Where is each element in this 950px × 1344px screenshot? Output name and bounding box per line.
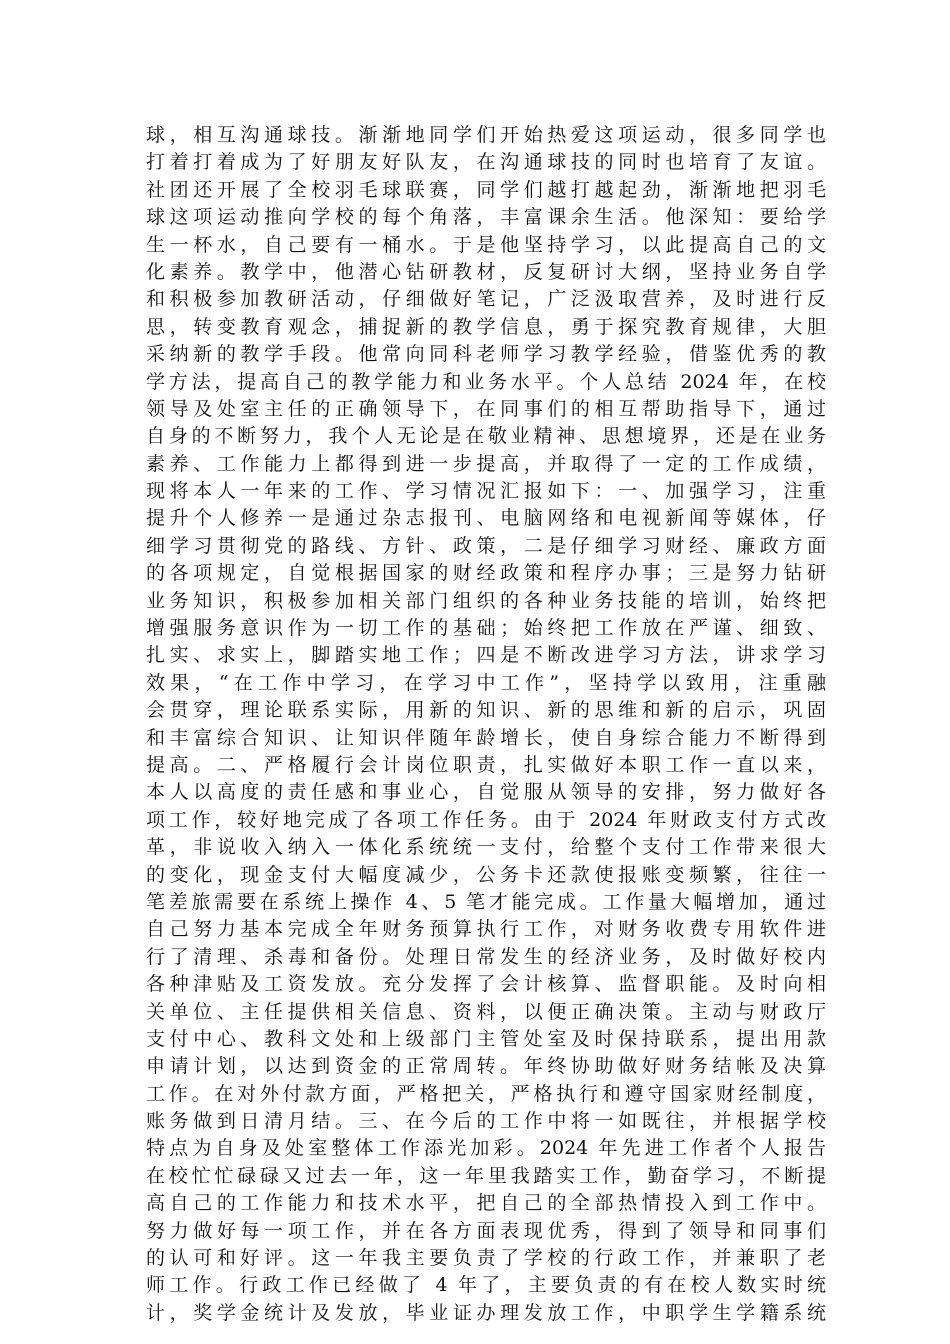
text-line: 的认可和好评。这一年我主要负责了学校的行政工作，并兼职了老 <box>146 1247 826 1270</box>
text-line: 本人以高度的责任感和事业心，自觉服从领导的安排，努力做好各 <box>146 781 826 804</box>
text-line: 高自己的工作能力和技术水平，把自己的全部热情投入到工作中。 <box>146 1192 826 1215</box>
text-line: 提升个人修养一是通过杂志报刊、电脑网络和电视新闻等媒体，仔 <box>146 507 826 530</box>
text-line: 师工作。行政工作已经做了 4 年了，主要负责的有在校人数实时统 <box>146 1274 826 1297</box>
text-line: 球这项运动推向学校的每个角落，丰富课余生活。他深知：要给学 <box>146 206 826 229</box>
text-line: 账务做到日清月结。三、在今后的工作中将一如既往，并根据学校 <box>146 1110 826 1133</box>
text-line: 效果，“在工作中学习，在学习中工作”，坚持学以致用，注重融 <box>146 671 826 694</box>
text-line: 细学习贯彻党的路线、方针、政策，二是仔细学习财经、廉政方面 <box>146 534 826 557</box>
text-line: 的各项规定，自觉根据国家的财经政策和程序办事；三是努力钻研 <box>146 562 826 585</box>
body-text <box>146 122 826 1327</box>
text-line: 现将本人一年来的工作、学习情况汇报如下：一、加强学习，注重 <box>146 480 826 503</box>
text-line: 领导及处室主任的正确领导下，在同事们的相互帮助指导下，通过 <box>146 397 826 420</box>
text-line: 采纳新的教学手段。他常向同科老师学习教学经验，借鉴优秀的教 <box>146 343 826 366</box>
text-line: 计，奖学金统计及发放，毕业证办理发放工作，中职学生学籍系统 <box>146 1301 826 1324</box>
text-line: 自身的不断努力，我个人无论是在敬业精神、思想境界，还是在业务 <box>146 425 826 448</box>
text-line: 革，非说收入纳入一体化系统统一支付，给整个支付工作带来很大 <box>146 836 826 859</box>
text-line: 思，转变教育观念，捕捉新的教学信息，勇于探究教育规律，大胆 <box>146 315 826 338</box>
text-line: 和积极参加教研活动，仔细做好笔记，广泛汲取营养，及时进行反 <box>146 288 826 311</box>
text-line: 笔差旅需要在系统上操作 4、5 笔才能完成。工作量大幅增加，通过 <box>146 890 826 913</box>
text-line: 和丰富综合知识、让知识伴随年龄增长，使自身综合能力不断得到 <box>146 726 826 749</box>
text-line: 的变化，现金支付大幅度减少，公务卡还款使报账变频繁，往往一 <box>146 863 826 886</box>
text-line: 化素养。教学中，他潜心钻研教材，反复研讨大纲，坚持业务自学 <box>146 260 826 283</box>
text-line: 支付中心、教科文处和上级部门主管处室及时保持联系，提出用款 <box>146 1027 826 1050</box>
text-line: 特点为自身及处室整体工作添光加彩。2024 年先进工作者个人报告 <box>146 1137 826 1160</box>
text-line: 申请计划，以达到资金的正常周转。年终协助做好财务结帐及决算 <box>146 1055 826 1078</box>
text-line: 打着打着成为了好朋友好队友，在沟通球技的同时也培育了友谊。 <box>146 151 826 174</box>
text-line: 扎实、求实上，脚踏实地工作；四是不断改进学习方法，讲求学习 <box>146 644 826 667</box>
text-line: 球，相互沟通球技。渐渐地同学们开始热爱这项运动，很多同学也 <box>146 124 826 146</box>
text-line: 业务知识，积极参加相关部门组织的各种业务技能的培训，始终把 <box>146 589 826 612</box>
text-line: 社团还开展了全校羽毛球联赛，同学们越打越起劲，渐渐地把羽毛 <box>146 178 826 201</box>
text-line: 行了清理、杀毒和备份。处理日常发生的经济业务，及时做好校内 <box>146 945 826 968</box>
text-line: 会贯穿，理论联系实际，用新的知识、新的思维和新的启示，巩固 <box>146 699 826 722</box>
text-line: 自己努力基本完成全年财务预算执行工作，对财务收费专用软件进 <box>146 918 826 941</box>
text-line: 努力做好每一项工作，并在各方面表现优秀，得到了领导和同事们 <box>146 1219 826 1242</box>
text-line: 提高。二、严格履行会计岗位职责，扎实做好本职工作一直以来， <box>146 753 826 776</box>
text-line: 关单位、主任提供相关信息、资料，以便正确决策。主动与财政厅 <box>146 1000 826 1023</box>
text-line: 工作。在对外付款方面，严格把关，严格执行和遵守国家财经制度， <box>146 1082 826 1105</box>
text-line: 生一杯水，自己要有一桶水。于是他坚持学习，以此提高自己的文 <box>146 233 826 256</box>
text-line: 素养、工作能力上都得到进一步提高，并取得了一定的工作成绩， <box>146 452 826 475</box>
text-line: 增强服务意识作为一切工作的基础；始终把工作放在严谨、细致、 <box>146 617 826 640</box>
text-line: 在校忙忙碌碌又过去一年，这一年里我踏实工作，勤奋学习，不断提 <box>146 1164 826 1187</box>
text-line: 项工作，较好地完成了各项工作任务。由于 2024 年财政支付方式改 <box>146 808 826 831</box>
text-line: 学方法，提高自己的教学能力和业务水平。个人总结 2024 年，在校 <box>146 370 826 393</box>
text-line: 各种津贴及工资发放。充分发挥了会计核算、监督职能。及时向相 <box>146 973 826 996</box>
